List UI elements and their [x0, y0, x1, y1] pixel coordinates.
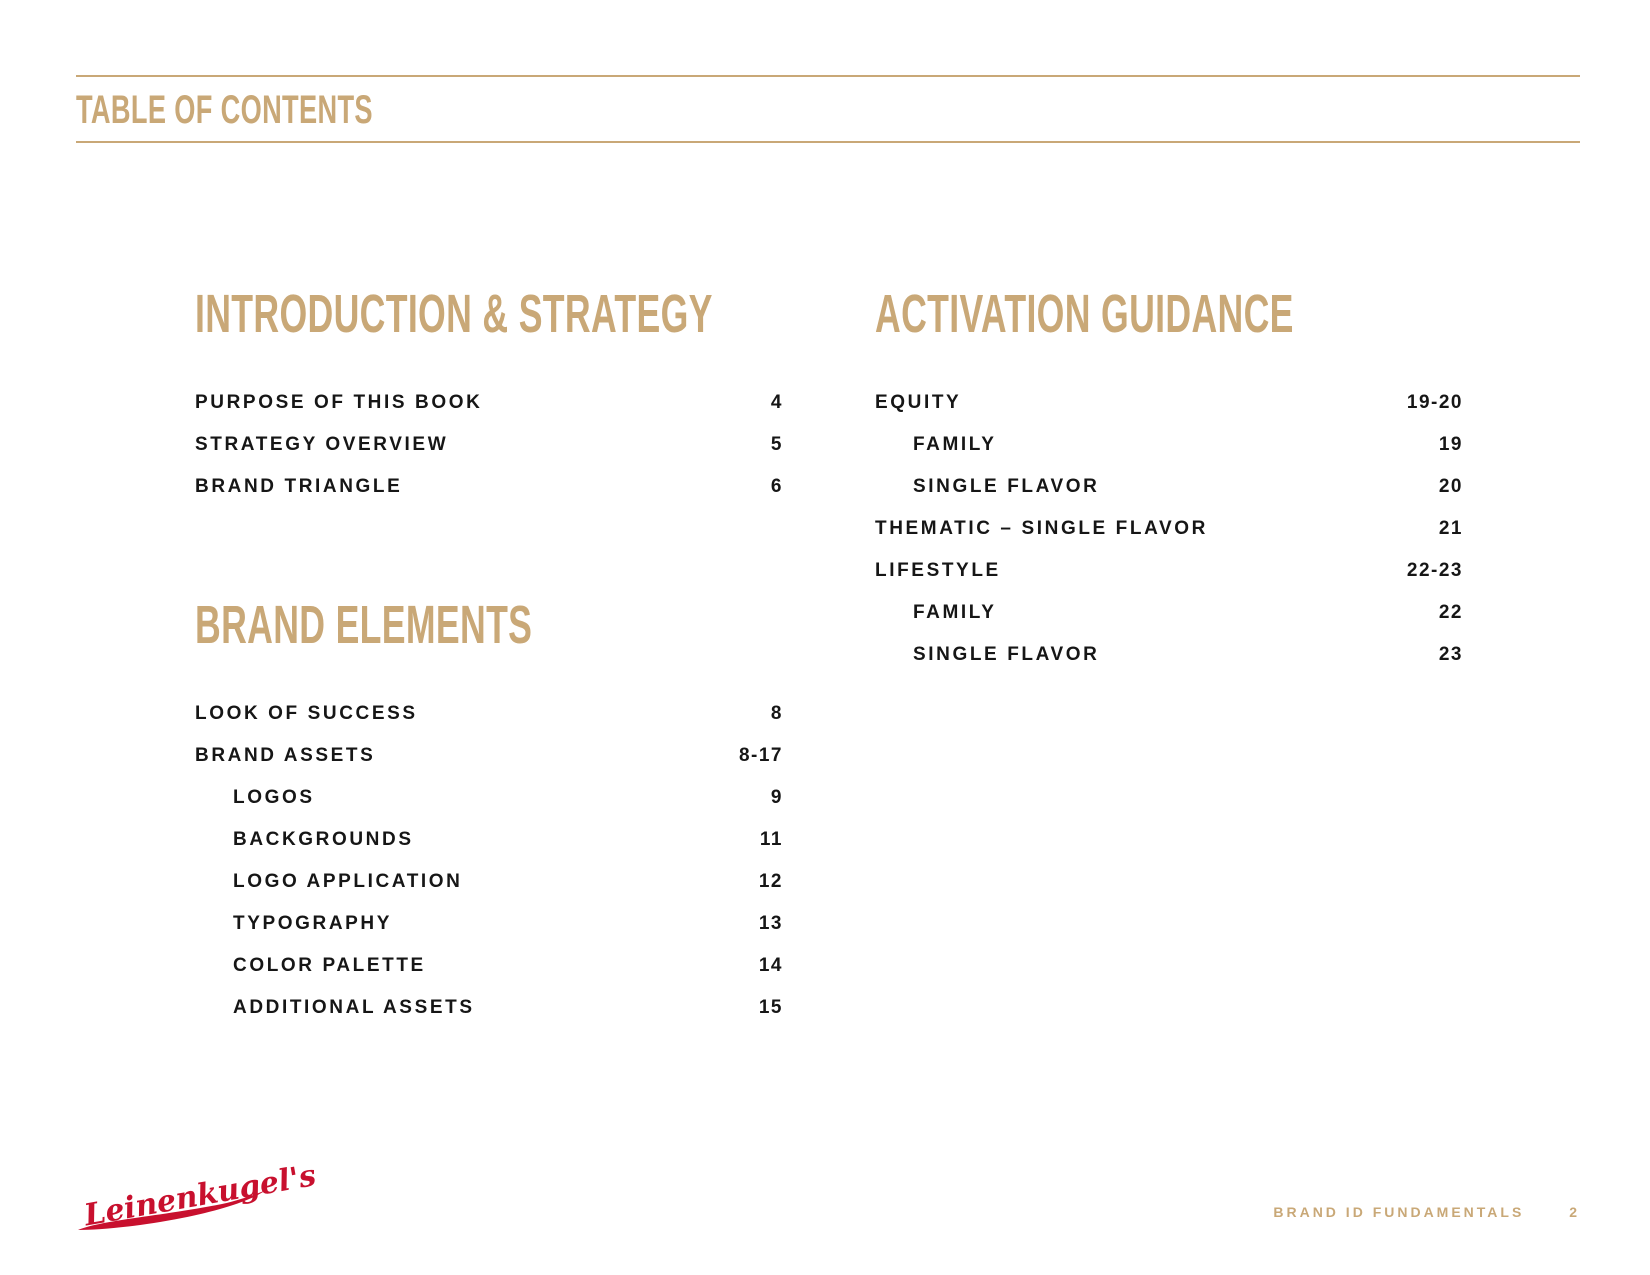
- toc-entry-page: 22-23: [1406, 560, 1463, 581]
- toc-entry-label: LOGO APPLICATION: [233, 871, 463, 892]
- toc-subentry[interactable]: [875, 424, 1463, 466]
- toc-entry-label: LOOK OF SUCCESS: [195, 703, 418, 724]
- toc-entry-page: 12: [758, 871, 783, 892]
- toc-entry-page: 14: [758, 955, 783, 976]
- leinenkugels-logo: [72, 1158, 319, 1240]
- svg-text:Leinenkugel's: Leinenkugel's: [81, 1158, 319, 1234]
- toc-entry[interactable]: [875, 382, 1463, 424]
- toc-subentry[interactable]: [875, 466, 1463, 508]
- toc-entry-label: SINGLE FLAVOR: [913, 644, 1100, 665]
- toc-entry-page: 23: [1438, 644, 1463, 665]
- toc-entry[interactable]: [195, 424, 783, 466]
- toc-subentry[interactable]: [195, 819, 783, 861]
- toc-subentry[interactable]: [875, 592, 1463, 634]
- toc-subentry[interactable]: [195, 903, 783, 945]
- toc-list: [875, 382, 1463, 676]
- section-introduction-strategy: [195, 282, 783, 522]
- header-rule-bottom: [76, 141, 1580, 143]
- toc-entry-page: 19-20: [1406, 392, 1463, 413]
- page-title: TABLE OF CONTENTS: [76, 88, 373, 132]
- toc-entry-label: PURPOSE OF THIS BOOK: [195, 392, 483, 413]
- toc-entry-page: 8: [770, 703, 783, 724]
- toc-entry-label: BACKGROUNDS: [233, 829, 414, 850]
- toc-entry-label: BRAND ASSETS: [195, 745, 376, 766]
- toc-entry[interactable]: [195, 466, 783, 508]
- section-title: INTRODUCTION & STRATEGY: [195, 284, 713, 344]
- toc-entry-page: 13: [758, 913, 783, 934]
- toc-subentry[interactable]: [195, 945, 783, 987]
- toc-entry-label: BRAND TRIANGLE: [195, 476, 403, 497]
- section-title: BRAND ELEMENTS: [195, 595, 533, 655]
- toc-entry-label: TYPOGRAPHY: [233, 913, 393, 934]
- section-brand-elements: [195, 593, 783, 1033]
- footer-document-name: BRAND ID FUNDAMENTALS: [1273, 1204, 1525, 1220]
- toc-entry-page: 9: [770, 787, 783, 808]
- toc-subentry[interactable]: [195, 987, 783, 1029]
- toc-entry-label: STRATEGY OVERVIEW: [195, 434, 449, 455]
- toc-entry-page: 22: [1438, 602, 1463, 623]
- header-rule-top: [76, 75, 1580, 77]
- toc-entry-page: 20: [1438, 476, 1463, 497]
- toc-entry-label: EQUITY: [875, 392, 962, 413]
- section-title: ACTIVATION GUIDANCE: [875, 284, 1294, 344]
- section-activation-guidance: [875, 282, 1463, 702]
- logo-script: [78, 1158, 319, 1233]
- toc-entry-label: FAMILY: [913, 602, 997, 623]
- toc-entry-label: COLOR PALETTE: [233, 955, 426, 976]
- toc-entry[interactable]: [195, 735, 783, 777]
- toc-entry-label: LIFESTYLE: [875, 560, 1001, 581]
- toc-entry-page: 5: [770, 434, 783, 455]
- toc-entry-page: 8-17: [738, 745, 783, 766]
- toc-entry[interactable]: [875, 508, 1463, 550]
- toc-entry-page: 6: [770, 476, 783, 497]
- footer-page-number: 2: [1569, 1204, 1580, 1220]
- toc-entry-label: ADDITIONAL ASSETS: [233, 997, 475, 1018]
- toc-subentry[interactable]: [875, 634, 1463, 676]
- toc-entry[interactable]: [875, 550, 1463, 592]
- toc-entry[interactable]: [195, 382, 783, 424]
- toc-entry-page: 21: [1438, 518, 1463, 539]
- toc-list: [195, 693, 783, 1029]
- toc-entry-page: 15: [758, 997, 783, 1018]
- toc-entry-label: LOGOS: [233, 787, 315, 808]
- toc-entry-page: 11: [759, 829, 783, 850]
- toc-entry-label: THEMATIC – SINGLE FLAVOR: [875, 518, 1208, 539]
- toc-entry-label: SINGLE FLAVOR: [913, 476, 1100, 497]
- toc-entry-label: FAMILY: [913, 434, 997, 455]
- page-footer: [1273, 1198, 1580, 1226]
- toc-list: [195, 382, 783, 508]
- toc-entry-page: 19: [1438, 434, 1463, 455]
- toc-entry[interactable]: [195, 693, 783, 735]
- toc-entry-page: 4: [770, 392, 783, 413]
- toc-subentry[interactable]: [195, 861, 783, 903]
- toc-subentry[interactable]: [195, 777, 783, 819]
